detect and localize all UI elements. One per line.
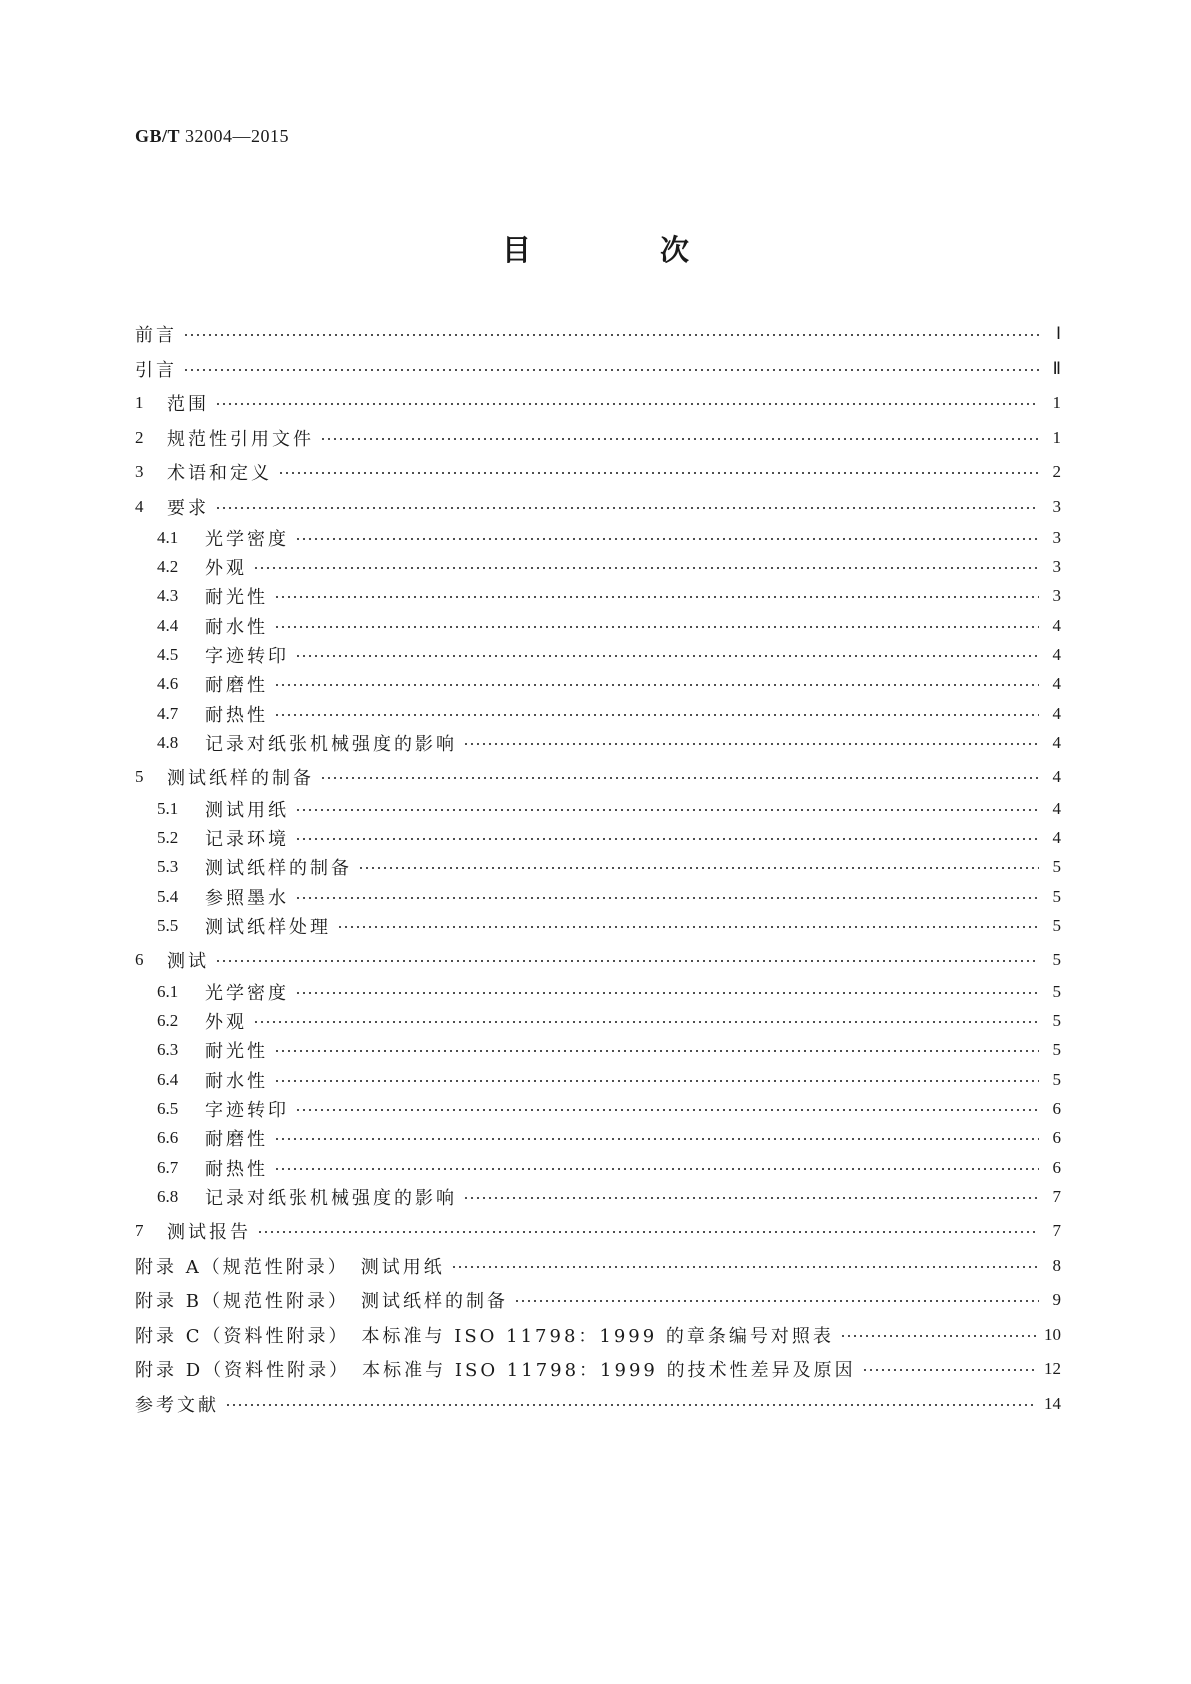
toc-entry-label: 测试用纸 (205, 799, 289, 821)
toc-entry[interactable] (157, 669, 1061, 699)
standard-code (135, 126, 289, 147)
standard-code-prefix: GB/T (135, 126, 181, 146)
toc-entry-number: 1 (135, 393, 144, 412)
toc-entry-page: 7 (1052, 1221, 1061, 1241)
toc-entry-number: 4.3 (157, 586, 179, 606)
dot-leader (274, 1050, 1039, 1052)
dot-leader (358, 867, 1039, 869)
toc-entry[interactable] (157, 640, 1061, 670)
toc-entry[interactable] (135, 1389, 1061, 1419)
toc-entry-page: Ⅰ (1055, 324, 1061, 343)
toc-entry-page: 3 (1052, 527, 1061, 547)
toc-entry[interactable] (157, 552, 1061, 582)
toc-entry-label: 记录环境 (205, 829, 289, 850)
toc-entry[interactable] (135, 1216, 1061, 1246)
toc-entry-label: 光学密度 (205, 982, 289, 1004)
toc-entry-number: 7 (135, 1221, 144, 1241)
dot-leader (274, 1168, 1039, 1170)
toc-entry-number: 4.7 (157, 703, 179, 723)
toc-entry[interactable] (135, 354, 1061, 384)
toc-entry[interactable] (157, 581, 1061, 611)
standard-code-number: 32004—2015 (185, 126, 290, 146)
dot-leader (295, 897, 1039, 899)
toc-entry-number: 4.2 (157, 557, 179, 577)
toc-entry[interactable] (157, 823, 1061, 853)
toc-entry-label: 测试纸样的制备 (167, 768, 314, 790)
toc-entry-label: 字迹转印 (205, 1099, 289, 1121)
toc-entry-number: 6.2 (157, 1011, 179, 1030)
toc-entry[interactable] (157, 911, 1061, 941)
toc-entry[interactable] (157, 1182, 1061, 1212)
dot-leader (320, 777, 1039, 779)
toc-entry-label: 附录 A（规范性附录） 测试用纸 (135, 1256, 445, 1278)
toc-entry-number: 5.4 (157, 886, 179, 906)
dot-leader (337, 926, 1039, 928)
dot-leader (183, 369, 1039, 371)
toc-entry-label: 记录对纸张机械强度的影响 (205, 733, 457, 755)
toc-entry-label: 耐热性 (205, 1158, 268, 1180)
toc-entry-label: 耐光性 (205, 1041, 268, 1063)
dot-leader (295, 809, 1039, 811)
toc-entry-page: 14 (1044, 1393, 1061, 1413)
toc-entry-number: 5.3 (157, 857, 179, 877)
toc-entry-number: 4.4 (157, 615, 179, 635)
dot-leader (257, 1231, 1039, 1233)
dot-leader (451, 1266, 1039, 1268)
toc-entry-page: 4 (1052, 828, 1061, 847)
toc-entry-label: 外观 (205, 558, 247, 580)
toc-entry-page: 1 (1052, 427, 1061, 447)
toc-entry-label: 耐水性 (205, 1070, 268, 1092)
toc-entry-label: 耐光性 (205, 587, 268, 609)
toc-entry-page: 4 (1052, 615, 1061, 635)
toc-entry[interactable] (157, 699, 1061, 729)
toc-entry-number: 5.5 (157, 915, 179, 935)
toc-entry-label: 测试纸样的制备 (205, 858, 352, 880)
toc-entry[interactable] (157, 977, 1061, 1007)
dot-leader (215, 507, 1039, 509)
toc-entry-number: 6.5 (157, 1098, 179, 1118)
toc-entry-page: 4 (1052, 767, 1061, 787)
toc-entry-page: 5 (1052, 857, 1061, 877)
toc-entry[interactable] (157, 1006, 1061, 1036)
toc-entry-page: 2 (1052, 462, 1061, 481)
toc-entry-page: 5 (1052, 886, 1061, 906)
toc-entry[interactable] (135, 319, 1061, 349)
toc-entry-page: 4 (1052, 674, 1061, 694)
toc-entry-number: 2 (135, 427, 144, 447)
toc-entry[interactable] (157, 852, 1061, 882)
dot-leader (274, 1080, 1039, 1082)
toc-entry-page: 5 (1052, 981, 1061, 1001)
toc-entry-page: 3 (1052, 586, 1061, 606)
toc-entry-number: 4.1 (157, 527, 179, 547)
toc-entry-number: 6.4 (157, 1069, 179, 1089)
dot-leader (274, 1138, 1039, 1140)
toc-entry[interactable] (157, 523, 1061, 553)
toc-entry[interactable] (135, 1285, 1061, 1315)
dot-leader (840, 1335, 1036, 1337)
toc-entry-page: 4 (1052, 732, 1061, 752)
toc-entry[interactable] (135, 492, 1061, 522)
toc-entry-number: 6.6 (157, 1128, 179, 1148)
toc-entry-label: 测试 (167, 951, 209, 973)
dot-leader (225, 1404, 1036, 1406)
toc-entry-label: 参照墨水 (205, 887, 289, 909)
toc-entry[interactable] (157, 1123, 1061, 1153)
toc-entry-number: 6.1 (157, 981, 179, 1001)
toc-entry-number: 4.6 (157, 674, 179, 694)
toc-entry-label: 前言 (135, 325, 177, 346)
dot-leader (862, 1369, 1036, 1371)
toc-entry-number: 4.5 (157, 645, 179, 664)
toc-entry[interactable] (157, 1153, 1061, 1183)
toc-entry-number: 6.8 (157, 1186, 179, 1206)
dot-leader (463, 1197, 1039, 1199)
toc-entry[interactable] (135, 423, 1061, 453)
toc-entry[interactable] (135, 1251, 1061, 1281)
toc-entry-page: 8 (1052, 1255, 1061, 1275)
dot-leader (215, 403, 1039, 405)
toc-entry-label: 耐磨性 (205, 675, 268, 697)
toc-entry-page: Ⅱ (1052, 358, 1061, 378)
dot-leader (253, 567, 1039, 569)
dot-leader (295, 992, 1039, 994)
toc-entry[interactable] (135, 945, 1061, 975)
toc-entry[interactable] (135, 457, 1061, 487)
toc-entry-page: 9 (1052, 1290, 1061, 1310)
toc-entry-label: 光学密度 (205, 528, 289, 550)
toc-entry-label: 字迹转印 (205, 646, 289, 667)
toc-entry-label: 记录对纸张机械强度的影响 (205, 1187, 457, 1209)
toc-entry-label: 要求 (167, 497, 209, 519)
dot-leader (183, 334, 1039, 336)
toc-entry-label: 耐热性 (205, 704, 268, 726)
dot-leader (295, 655, 1039, 657)
toc-entry-label: 附录 B（规范性附录） 测试纸样的制备 (135, 1291, 508, 1313)
dot-leader (253, 1021, 1039, 1023)
toc-entry-label: 附录 D（资料性附录） 本标准与 ISO 11798：1999 的技术性差异及原因 (135, 1360, 856, 1382)
toc-entry-number: 6.3 (157, 1040, 179, 1060)
toc-entry[interactable] (157, 1035, 1061, 1065)
toc-entry[interactable] (157, 882, 1061, 912)
toc-entry-number: 6.7 (157, 1157, 179, 1177)
toc-entry-number: 5 (135, 767, 144, 787)
dot-leader (274, 596, 1039, 598)
toc-entry-label: 外观 (205, 1012, 247, 1033)
toc-entry-number: 6 (135, 950, 144, 970)
toc-entry-label: 测试报告 (167, 1222, 251, 1244)
toc-entry-number: 4.8 (157, 732, 179, 752)
toc-entry-page: 3 (1052, 557, 1061, 577)
dot-leader (295, 838, 1039, 840)
toc-entry-page: 5 (1052, 915, 1061, 935)
toc-entry-page: 10 (1044, 1324, 1061, 1344)
toc-entry-page: 6 (1052, 1157, 1061, 1177)
toc-entry-page: 7 (1052, 1186, 1061, 1206)
toc-entry-number: 3 (135, 462, 144, 481)
toc-entry-label: 引言 (135, 359, 177, 381)
dot-leader (463, 743, 1039, 745)
toc-entry[interactable] (135, 762, 1061, 792)
toc-entry[interactable] (135, 1320, 1061, 1350)
toc-entry-page: 5 (1052, 1011, 1061, 1030)
toc-entry-page: 1 (1052, 393, 1061, 412)
toc-entry-page: 4 (1052, 645, 1061, 664)
toc-entry-label: 术语和定义 (167, 463, 272, 484)
dot-leader (274, 714, 1039, 716)
toc-entry-label: 范围 (167, 394, 209, 415)
toc-entry-label: 测试纸样处理 (205, 916, 331, 938)
toc-entry[interactable] (157, 728, 1061, 758)
dot-leader (295, 538, 1039, 540)
dot-leader (274, 684, 1039, 686)
dot-leader (278, 472, 1039, 474)
toc-entry[interactable] (135, 1354, 1061, 1384)
toc-entry-page: 3 (1052, 496, 1061, 516)
page-title: 目 次 (501, 233, 739, 267)
toc-entry[interactable] (157, 1094, 1061, 1124)
toc-entry-label: 耐水性 (205, 616, 268, 638)
toc-entry-page: 4 (1052, 798, 1061, 818)
toc-entry[interactable] (157, 794, 1061, 824)
toc-entry-page: 5 (1052, 1040, 1061, 1060)
toc-entry-page: 6 (1052, 1098, 1061, 1118)
toc-entry-number: 5.2 (157, 828, 179, 847)
toc-entry[interactable] (157, 611, 1061, 641)
toc-entry-label: 规范性引用文件 (167, 428, 314, 450)
toc-entry-page: 5 (1052, 1069, 1061, 1089)
toc-entry[interactable] (157, 1065, 1061, 1095)
toc-entry-label: 附录 C（资料性附录） 本标准与 ISO 11798：1999 的章条编号对照表 (135, 1325, 834, 1347)
dot-leader (274, 626, 1039, 628)
dot-leader (295, 1109, 1039, 1111)
toc-entry[interactable] (135, 388, 1061, 418)
toc-entry-page: 12 (1044, 1359, 1061, 1379)
toc-entry-page: 5 (1052, 950, 1061, 970)
dot-leader (320, 438, 1039, 440)
toc-entry-number: 4 (135, 496, 144, 516)
toc-entry-label: 参考文献 (135, 1394, 219, 1416)
dot-leader (215, 960, 1039, 962)
toc-entry-number: 5.1 (157, 798, 179, 818)
toc-entry-label: 耐磨性 (205, 1129, 268, 1151)
toc-entry-page: 6 (1052, 1128, 1061, 1148)
dot-leader (514, 1300, 1039, 1302)
toc-entry-page: 4 (1052, 703, 1061, 723)
